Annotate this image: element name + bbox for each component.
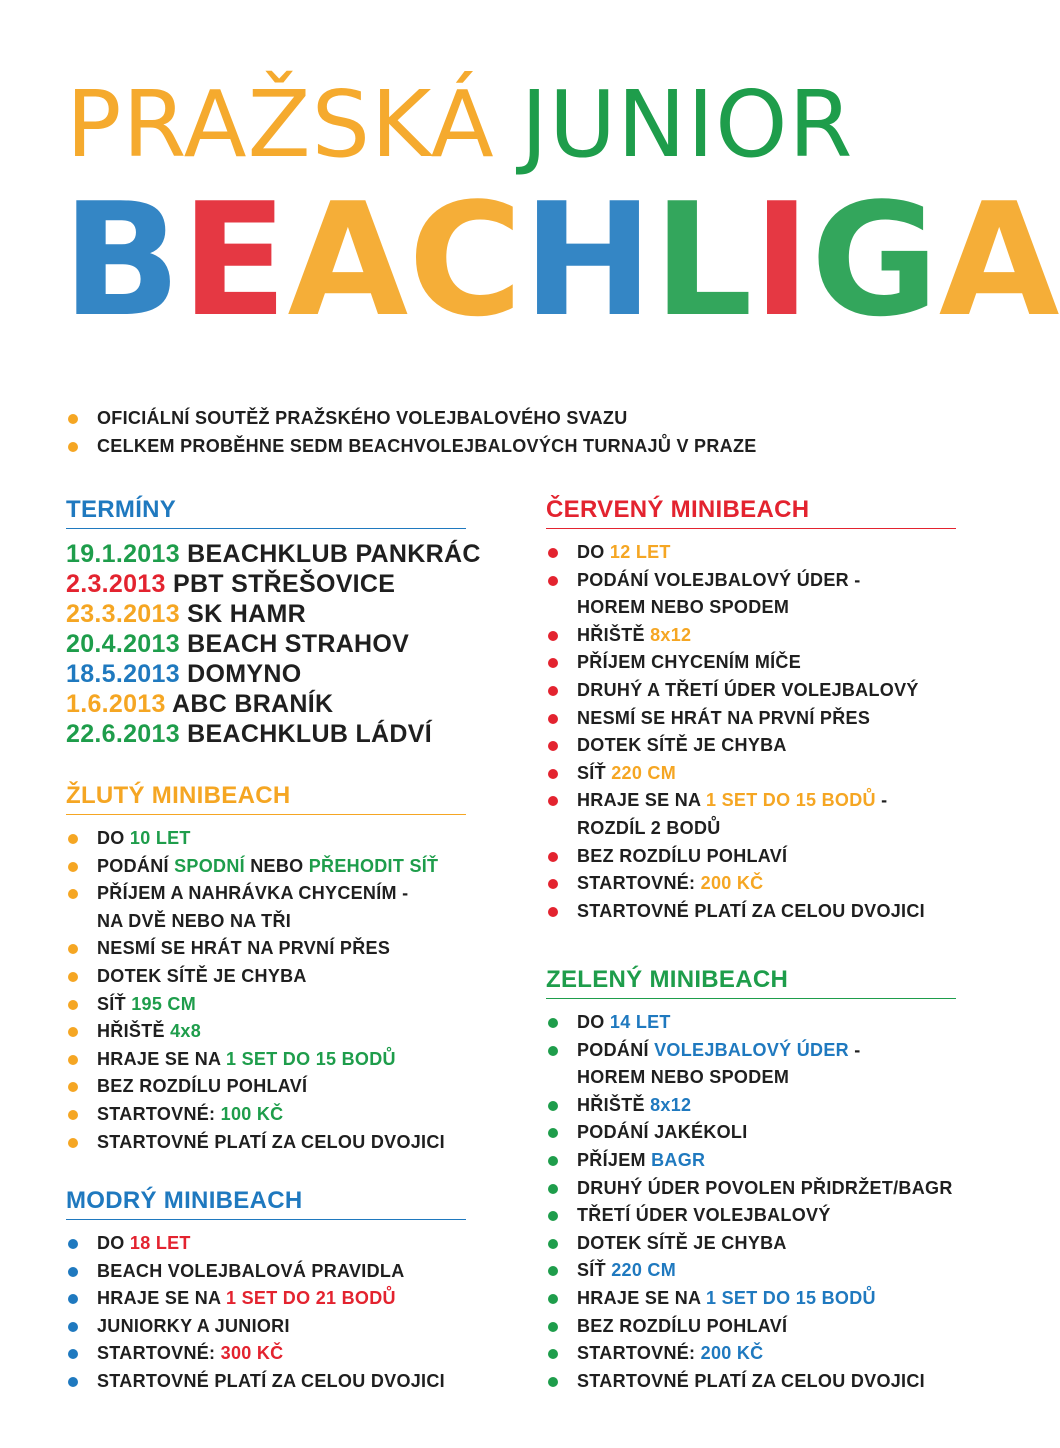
bullet-icon bbox=[548, 1294, 558, 1304]
item-text: SÍŤ bbox=[97, 993, 132, 1014]
item-text: BEZ ROZDÍLU POHLAVÍ bbox=[577, 1315, 788, 1336]
list-item bbox=[66, 935, 466, 963]
title-line-1 bbox=[66, 71, 854, 178]
item-text: PODÁNÍ bbox=[97, 855, 175, 876]
list-item bbox=[546, 1340, 956, 1368]
termin-row bbox=[66, 569, 466, 599]
item-text: OFICIÁLNÍ SOUTĚŽ PRAŽSKÉHO VOLEJBALOVÉHO SVAZU bbox=[97, 408, 628, 428]
list-item bbox=[546, 649, 956, 677]
item-text: NA DVĚ NEBO NA TŘI bbox=[97, 910, 292, 931]
termin-row bbox=[66, 659, 466, 689]
item-text: BEZ ROZDÍLU POHLAVÍ bbox=[97, 1076, 308, 1097]
bullet-icon bbox=[68, 1294, 78, 1304]
bullet-icon bbox=[548, 631, 558, 641]
bullet-icon bbox=[548, 686, 558, 696]
bullet-icon bbox=[548, 1156, 558, 1166]
item-text: DOTEK SÍTĚ JE CHYBA bbox=[577, 1232, 787, 1253]
title-letter: I bbox=[752, 169, 811, 351]
modry-list bbox=[66, 1230, 466, 1396]
bullet-icon bbox=[548, 576, 558, 586]
bullet-icon bbox=[548, 1211, 558, 1221]
highlight-text: 220 CM bbox=[611, 762, 677, 783]
bullet-icon bbox=[548, 1377, 558, 1387]
item-text: STARTOVNÉ PLATÍ ZA CELOU DVOJICI bbox=[97, 1370, 445, 1391]
bullet-icon bbox=[68, 834, 78, 844]
bullet-icon bbox=[548, 879, 558, 889]
list-item bbox=[66, 963, 466, 991]
bullet-icon bbox=[68, 1110, 78, 1120]
item-text: HŘIŠTĚ bbox=[97, 1021, 171, 1042]
bullet-icon bbox=[68, 1082, 78, 1092]
item-text: TŘETÍ ÚDER VOLEJBALOVÝ bbox=[577, 1205, 831, 1226]
list-item bbox=[66, 991, 466, 1019]
highlight-text: 8x12 bbox=[650, 624, 692, 645]
title-junior: JUNIOR bbox=[520, 71, 854, 178]
item-text: - bbox=[848, 1039, 861, 1060]
highlight-text: SPODNÍ bbox=[174, 855, 245, 876]
list-item bbox=[546, 1175, 956, 1203]
item-text: STARTOVNÉ PLATÍ ZA CELOU DVOJICI bbox=[577, 900, 925, 921]
termin-row bbox=[66, 599, 466, 629]
zeleny-section bbox=[546, 966, 956, 1395]
item-text: DRUHÝ A TŘETÍ ÚDER VOLEJBALOVÝ bbox=[577, 679, 919, 700]
list-item bbox=[546, 843, 956, 871]
bullet-icon bbox=[548, 714, 558, 724]
bullet-icon bbox=[548, 852, 558, 862]
highlight-text: 200 KČ bbox=[700, 873, 764, 894]
bullet-icon bbox=[548, 658, 558, 668]
terminy-section bbox=[66, 496, 481, 749]
item-text: DO bbox=[97, 828, 130, 848]
bullet-icon bbox=[68, 1138, 78, 1148]
highlight-text: 200 KČ bbox=[700, 1343, 764, 1364]
bullet-icon bbox=[548, 1018, 558, 1028]
list-item bbox=[546, 1202, 956, 1230]
termin-date: 2.3.2013 bbox=[66, 570, 166, 598]
list-item bbox=[66, 1073, 466, 1101]
title-letter: C bbox=[408, 169, 523, 351]
item-text: NESMÍ SE HRÁT NA PRVNÍ PŘES bbox=[577, 707, 871, 728]
list-item bbox=[546, 1119, 956, 1147]
bullet-icon bbox=[68, 442, 78, 452]
highlight-text: PŘEHODIT SÍŤ bbox=[308, 855, 439, 876]
terminy-heading: TERMÍNY bbox=[66, 496, 466, 529]
termin-date: 20.4.2013 bbox=[66, 630, 180, 658]
title-letter: G bbox=[810, 169, 939, 351]
bullet-icon bbox=[68, 1055, 78, 1065]
bullet-icon bbox=[548, 1322, 558, 1332]
termin-place: BEACHKLUB PANKRÁC bbox=[179, 540, 481, 568]
list-item bbox=[66, 1340, 466, 1368]
item-text: PODÁNÍ VOLEJBALOVÝ ÚDER - bbox=[577, 569, 861, 590]
highlight-text: 10 LET bbox=[129, 828, 191, 848]
item-text: HŘIŠTĚ bbox=[577, 1094, 651, 1115]
item-text: - bbox=[875, 790, 888, 811]
list-item bbox=[546, 760, 956, 788]
item-text: DOTEK SÍTĚ JE CHYBA bbox=[97, 965, 307, 986]
bullet-icon bbox=[548, 1128, 558, 1138]
highlight-text: 195 CM bbox=[131, 993, 197, 1014]
title-letter: B bbox=[62, 169, 181, 351]
item-text: DO bbox=[97, 1233, 130, 1253]
item-text: STARTOVNÉ PLATÍ ZA CELOU DVOJICI bbox=[97, 1131, 445, 1152]
list-item bbox=[546, 567, 956, 595]
item-text: STARTOVNÉ: bbox=[577, 873, 701, 894]
list-item bbox=[66, 1129, 466, 1157]
item-text: DOTEK SÍTĚ JE CHYBA bbox=[577, 735, 787, 756]
list-item bbox=[66, 908, 466, 936]
list-item bbox=[546, 539, 956, 567]
item-text: PŘÍJEM CHYCENÍM MÍČE bbox=[577, 652, 802, 673]
zeleny-list bbox=[546, 1009, 956, 1395]
list-item bbox=[546, 677, 956, 705]
bullet-icon bbox=[68, 944, 78, 954]
item-text: HRAJE SE NA bbox=[577, 790, 706, 811]
bullet-icon bbox=[68, 972, 78, 982]
termin-row bbox=[66, 719, 466, 749]
intro-item bbox=[66, 405, 966, 433]
item-text: NEBO bbox=[244, 855, 309, 876]
bullet-icon bbox=[68, 1267, 78, 1277]
list-item bbox=[546, 1313, 956, 1341]
highlight-text: VOLEJBALOVÝ ÚDER bbox=[654, 1039, 849, 1060]
termin-date: 19.1.2013 bbox=[66, 540, 180, 568]
zluty-heading: ŽLUTÝ MINIBEACH bbox=[66, 782, 466, 815]
list-item bbox=[546, 1147, 956, 1175]
item-text: DO bbox=[577, 1012, 610, 1032]
item-text: PODÁNÍ JAKÉKOLI bbox=[577, 1122, 748, 1143]
list-item bbox=[66, 1018, 466, 1046]
bullet-icon bbox=[548, 548, 558, 558]
intro-item bbox=[66, 433, 966, 461]
bullet-icon bbox=[548, 907, 558, 917]
cerveny-section bbox=[546, 496, 956, 925]
bullet-icon bbox=[68, 889, 78, 899]
item-text: HRAJE SE NA bbox=[577, 1287, 706, 1308]
highlight-text: 8x12 bbox=[650, 1094, 692, 1115]
item-text: STARTOVNÉ: bbox=[97, 1343, 221, 1364]
modry-section bbox=[66, 1187, 466, 1396]
highlight-text: 1 SET DO 15 BODŮ bbox=[225, 1048, 396, 1069]
list-item bbox=[66, 1258, 466, 1286]
list-item bbox=[66, 853, 466, 881]
highlight-text: 12 LET bbox=[609, 542, 671, 562]
list-item bbox=[546, 898, 956, 926]
list-item bbox=[546, 622, 956, 650]
list-item bbox=[546, 705, 956, 733]
list-item bbox=[546, 1230, 956, 1258]
title-letter: E bbox=[180, 169, 288, 351]
bullet-icon bbox=[68, 1000, 78, 1010]
list-item bbox=[546, 1285, 956, 1313]
termin-place: BEACH STRAHOV bbox=[179, 630, 410, 658]
modry-heading: MODRÝ MINIBEACH bbox=[66, 1187, 466, 1220]
termin-place: BEACHKLUB LÁDVÍ bbox=[179, 720, 432, 748]
intro-list bbox=[66, 405, 966, 460]
bullet-icon bbox=[548, 1046, 558, 1056]
termin-row bbox=[66, 689, 466, 719]
title-beachliga bbox=[62, 169, 1060, 351]
item-text: HŘIŠTĚ bbox=[577, 624, 651, 645]
bullet-icon bbox=[68, 414, 78, 424]
title-letter: A bbox=[287, 169, 409, 351]
list-item bbox=[66, 1101, 466, 1129]
bullet-icon bbox=[68, 1349, 78, 1359]
bullet-icon bbox=[548, 1239, 558, 1249]
bullet-icon bbox=[548, 1349, 558, 1359]
list-item bbox=[66, 1368, 466, 1396]
item-text: DO bbox=[577, 542, 610, 562]
terminy-list bbox=[66, 539, 481, 749]
title-letter: A bbox=[938, 169, 1060, 351]
item-text: CELKEM PROBĚHNE SEDM BEACHVOLEJBALOVÝCH TURNAJŮ V PRAZE bbox=[97, 435, 757, 456]
highlight-text: 4x8 bbox=[170, 1021, 202, 1042]
item-text: HRAJE SE NA bbox=[97, 1288, 226, 1309]
bullet-icon bbox=[68, 1322, 78, 1332]
bullet-icon bbox=[68, 1377, 78, 1387]
item-text: NESMÍ SE HRÁT NA PRVNÍ PŘES bbox=[97, 938, 391, 959]
termin-row bbox=[66, 539, 481, 569]
bullet-icon bbox=[548, 769, 558, 779]
item-text: SÍŤ bbox=[577, 762, 612, 783]
bullet-icon bbox=[548, 1266, 558, 1276]
item-text: PŘÍJEM A NAHRÁVKA CHYCENÍM - bbox=[97, 883, 409, 904]
termin-date: 1.6.2013 bbox=[66, 690, 166, 718]
cerveny-list bbox=[546, 539, 956, 925]
item-text: JUNIORKY A JUNIORI bbox=[97, 1315, 290, 1336]
bullet-icon bbox=[548, 1184, 558, 1194]
cerveny-heading: ČERVENÝ MINIBEACH bbox=[546, 496, 956, 529]
termin-row bbox=[66, 629, 466, 659]
highlight-text: 1 SET DO 15 BODŮ bbox=[705, 790, 876, 811]
list-item bbox=[546, 1092, 956, 1120]
termin-place: ABC BRANÍK bbox=[165, 690, 334, 718]
highlight-text: 14 LET bbox=[609, 1012, 671, 1032]
bullet-icon bbox=[68, 1027, 78, 1037]
title-prazska: PRAŽSKÁ bbox=[66, 71, 495, 178]
item-text: BEACH VOLEJBALOVÁ PRAVIDLA bbox=[97, 1260, 405, 1281]
list-item bbox=[66, 1285, 466, 1313]
termin-place: SK HAMR bbox=[179, 600, 306, 628]
list-item bbox=[66, 880, 466, 908]
termin-place: PBT STŘEŠOVICE bbox=[165, 570, 396, 598]
list-item bbox=[546, 1009, 956, 1037]
list-item bbox=[546, 1064, 956, 1092]
item-text: STARTOVNÉ PLATÍ ZA CELOU DVOJICI bbox=[577, 1370, 925, 1391]
list-item bbox=[546, 732, 956, 760]
item-text: HRAJE SE NA bbox=[97, 1048, 226, 1069]
zeleny-heading: ZELENÝ MINIBEACH bbox=[546, 966, 956, 999]
item-text: HOREM NEBO SPODEM bbox=[577, 597, 790, 618]
item-text: STARTOVNÉ: bbox=[577, 1343, 701, 1364]
highlight-text: 1 SET DO 21 BODŮ bbox=[225, 1288, 396, 1309]
item-text: HOREM NEBO SPODEM bbox=[577, 1067, 790, 1088]
bullet-icon bbox=[548, 741, 558, 751]
list-item bbox=[66, 825, 466, 853]
title-letter: H bbox=[522, 169, 654, 351]
highlight-text: 300 KČ bbox=[220, 1343, 284, 1364]
list-item bbox=[546, 1257, 956, 1285]
zluty-section bbox=[66, 782, 466, 1156]
list-item bbox=[546, 1037, 956, 1065]
list-item bbox=[546, 815, 956, 843]
highlight-text: 1 SET DO 15 BODŮ bbox=[705, 1287, 876, 1308]
title-letter: L bbox=[653, 169, 753, 351]
highlight-text: BAGR bbox=[651, 1149, 706, 1170]
highlight-text: 100 KČ bbox=[220, 1103, 284, 1124]
bullet-icon bbox=[548, 796, 558, 806]
list-item bbox=[66, 1046, 466, 1074]
highlight-text: 18 LET bbox=[129, 1233, 191, 1253]
zluty-list bbox=[66, 825, 466, 1156]
item-text: ROZDÍL 2 BODŮ bbox=[577, 817, 721, 838]
list-item bbox=[546, 870, 956, 898]
highlight-text: 220 CM bbox=[611, 1260, 677, 1281]
list-item bbox=[66, 1313, 466, 1341]
termin-date: 22.6.2013 bbox=[66, 720, 180, 748]
list-item bbox=[546, 594, 956, 622]
item-text: BEZ ROZDÍLU POHLAVÍ bbox=[577, 845, 788, 866]
item-text: STARTOVNÉ: bbox=[97, 1103, 221, 1124]
termin-date: 18.5.2013 bbox=[66, 660, 180, 688]
item-text: PODÁNÍ bbox=[577, 1039, 655, 1060]
bullet-icon bbox=[68, 862, 78, 872]
list-item bbox=[546, 1368, 956, 1396]
list-item bbox=[66, 1230, 466, 1258]
list-item bbox=[546, 787, 956, 815]
termin-place: DOMYNO bbox=[179, 660, 302, 688]
bullet-icon bbox=[548, 1101, 558, 1111]
termin-date: 23.3.2013 bbox=[66, 600, 180, 628]
item-text: PŘÍJEM bbox=[577, 1149, 652, 1170]
bullet-icon bbox=[68, 1239, 78, 1249]
item-text: SÍŤ bbox=[577, 1260, 612, 1281]
item-text: DRUHÝ ÚDER POVOLEN PŘIDRŽET/BAGR bbox=[577, 1177, 953, 1198]
